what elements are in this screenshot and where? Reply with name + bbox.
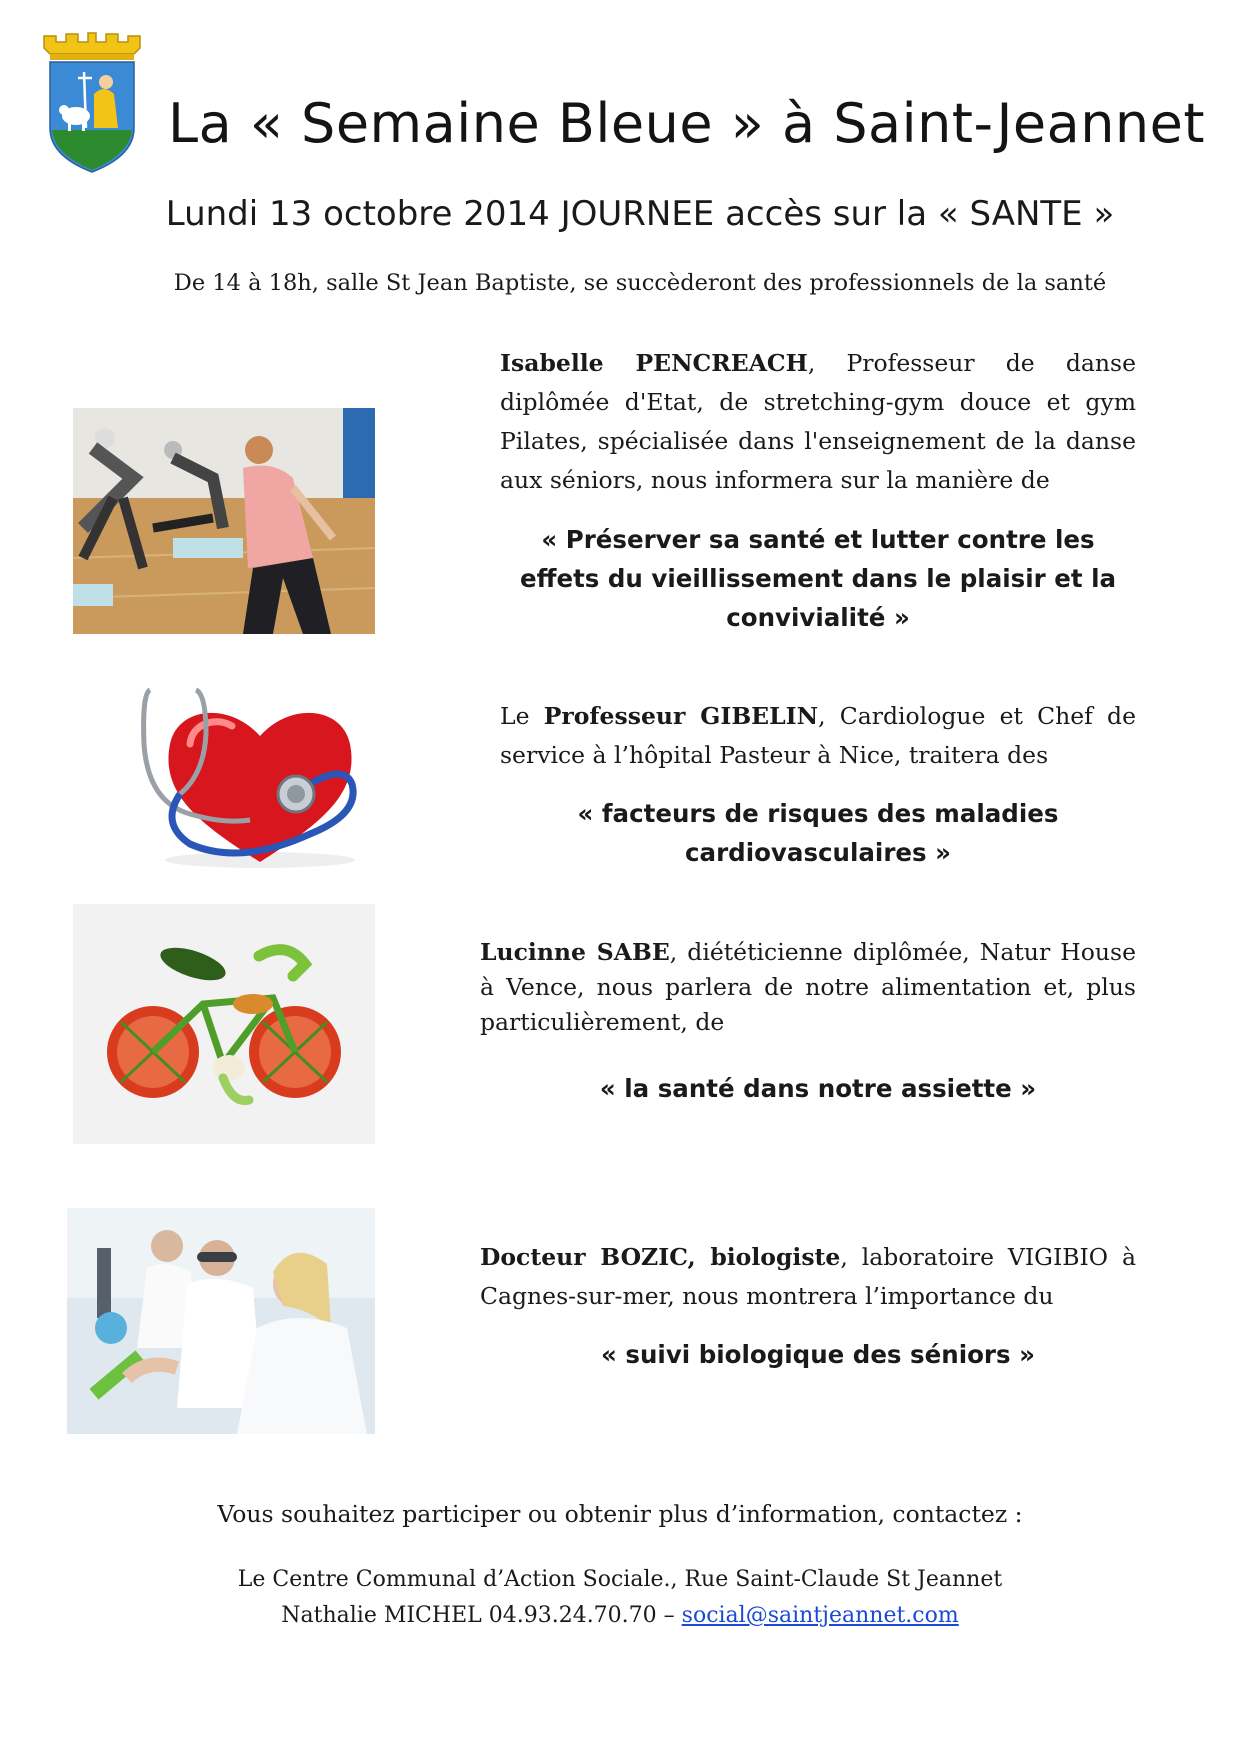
laboratory-scientists-icon	[67, 1208, 375, 1434]
section-3-quote: « la santé dans notre assiette »	[599, 1074, 1037, 1103]
seniors-stretching-photo-icon	[73, 408, 375, 634]
event-date-subtitle: Lundi 13 octobre 2014 JOURNEE accès sur la « SANTE »	[165, 194, 1115, 234]
section-1-quote: « Préserver sa santé et lutter contre les effets du vieillissement dans le plaisir et la convivialité »	[519, 525, 1116, 632]
speaker-name: Lucinne SABE	[480, 938, 670, 966]
section-4-quote: « suivi biologique des séniors »	[601, 1340, 1035, 1369]
section-2-text: Le Professeur GIBELIN, Cardiologue et Chef de service à l’hôpital Pasteur à Nice, traitera des	[500, 702, 1136, 769]
speaker-name: Isabelle PENCREACH	[500, 349, 808, 377]
intro-text: De 14 à 18h, salle St Jean Baptiste, se succèderont des professionnels de la santé	[173, 270, 1107, 296]
coat-of-arms-icon	[36, 32, 148, 174]
section-3-text: Lucinne SABE, diététicienne diplômée, Natur House à Vence, nous parlera de notre alimentation et, plus particulièrement, de	[480, 938, 1136, 1036]
section-2-quote: « facteurs de risques des maladies cardiovasculaires »	[577, 799, 1059, 867]
heart-stethoscope-icon	[120, 684, 370, 874]
email-link[interactable]: social@saintjeannet.com	[681, 1603, 959, 1628]
organization-address: Le Centre Communal d’Action Sociale., Rue Saint-Claude St Jeannet	[237, 1567, 1003, 1592]
speaker-name: Docteur BOZIC, biologiste	[480, 1243, 841, 1271]
speaker-name: Professeur GIBELIN	[543, 702, 819, 730]
contact-line	[0, 1603, 1240, 1628]
section-1-text: Isabelle PENCREACH, Professeur de danse diplômée d'Etat, de stretching-gym douce et gym Pilates, spécialisée dans l'enseignement de la danse aux séniors, nous informera sur la manière de	[500, 349, 1137, 494]
section-4-text: Docteur BOZIC, biologiste, laboratoire VIGIBIO à Cagnes-sur-mer, nous montrera l’importance du	[480, 1243, 1136, 1310]
contact-call-to-action: Vous souhaitez participer ou obtenir plus d’information, contactez :	[217, 1500, 1023, 1528]
vegetable-bicycle-icon	[73, 904, 375, 1144]
page-title: La « Semaine Bleue » à Saint-Jeannet	[168, 92, 1206, 155]
contact-name-phone: Nathalie MICHEL 04.93.24.70.70 –	[281, 1603, 682, 1628]
